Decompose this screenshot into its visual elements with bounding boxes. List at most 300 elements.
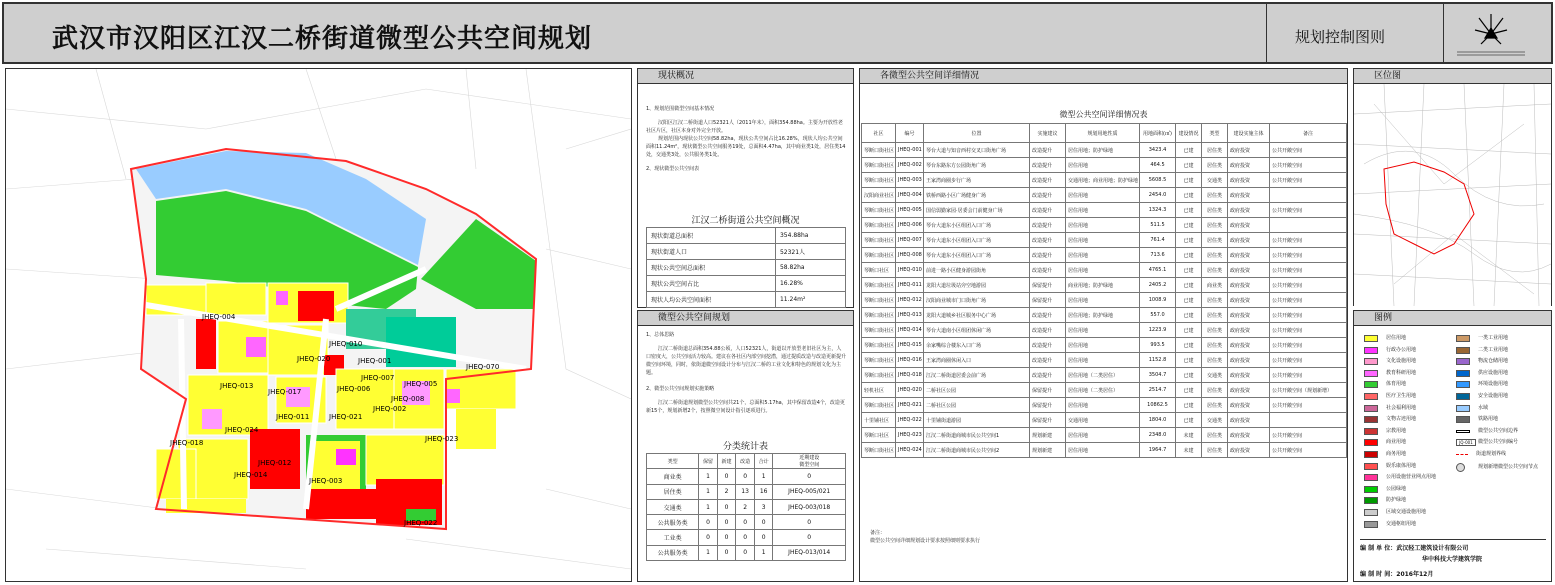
detail-cell: 557.0	[1140, 308, 1176, 323]
detail-row	[862, 383, 1347, 398]
detail-cell: 江汉二桥街道居委会前广场	[924, 368, 1030, 383]
detail-cell: 王家湾商圈步行广场	[924, 173, 1030, 188]
detail-cell: 政府投资	[1228, 188, 1270, 203]
detail-row	[862, 158, 1347, 173]
legend-swatch	[1456, 347, 1470, 354]
detail-cell: 公共开敞空间	[1270, 368, 1347, 383]
detail-cell: JHEQ-001	[896, 143, 924, 158]
legend-label: 规划新增微型公共空间节点	[1478, 463, 1539, 470]
detail-cell: 511.5	[1140, 218, 1176, 233]
detail-cell: 已建	[1176, 353, 1202, 368]
legend-item	[1364, 439, 1406, 446]
legend-label: 区域交通设施用地	[1386, 509, 1427, 515]
detail-cell: 改造提升	[1030, 368, 1066, 383]
detail-cell: 公共开敞空间	[1270, 338, 1347, 353]
detail-cell: 居住类	[1202, 143, 1228, 158]
detail-cell: 龙阳大道城乡社区服务中心广场	[924, 308, 1030, 323]
detail-cell: 居住用地	[1066, 338, 1140, 353]
legend-panel	[1353, 310, 1552, 582]
detail-row	[862, 428, 1347, 443]
plan-paragraph-1: 江汉二桥街道总面积354.88公顷，人口52321人，街道以开放型老旧社区为主，人口密度大，公共空间活力较高。建议在各社区内部空间挖潜，通过提质改造与改造更新提升微空间环境，同时，依街道微空间设计分布与江汉二桥的工业文化和特色的规划文化为主题。	[646, 346, 847, 376]
detail-cell: 居住用地	[1066, 428, 1140, 443]
detail-cell: 琴断口街社区	[862, 218, 896, 233]
detail-row	[862, 398, 1347, 413]
stat-cell: 公共服务类	[647, 515, 699, 530]
legend-item	[1364, 486, 1406, 493]
title-bar	[2, 2, 1553, 64]
summary-label: 现状街道人口	[647, 244, 776, 260]
map-label: JHEQ-001	[358, 357, 392, 365]
stat-cell: 1	[754, 469, 773, 484]
detail-cell: 交通用地；商业用地；防护绿地	[1066, 173, 1140, 188]
summary-value: 354.88ha	[775, 228, 845, 244]
detail-cell: 公共开敞空间	[1270, 233, 1347, 248]
map-label: JHEQ-003	[309, 477, 343, 485]
detail-cell: 居住用地	[1066, 293, 1140, 308]
detail-cell: JHEQ-007	[896, 233, 924, 248]
plan-panel	[637, 310, 854, 582]
legend-item	[1456, 428, 1518, 435]
legend-swatch	[1364, 509, 1378, 516]
detail-cell: 政府投资	[1228, 413, 1270, 428]
detail-cell: 铁桥西路小区广场健身广场	[924, 188, 1030, 203]
map-label: JHEQ-020	[297, 355, 331, 363]
detail-cell: JHEQ-006	[896, 218, 924, 233]
footer-org: 武汉轻工建筑设计有限公司	[1396, 545, 1469, 552]
legend-swatch	[1364, 347, 1378, 354]
detail-cell: 二桥社区公园	[924, 383, 1030, 398]
detail-cell: 改造提升	[1030, 353, 1066, 368]
detail-cell: 已建	[1176, 263, 1202, 278]
detail-cell: 保留提升	[1030, 293, 1066, 308]
detail-cell: 琴断口街社区	[862, 158, 896, 173]
stat-cell: 2	[736, 499, 755, 514]
legend-label: 公用设施营业网点用地	[1386, 474, 1437, 481]
detail-cell: 保留提升	[1030, 413, 1066, 428]
stat-row	[647, 499, 846, 514]
status-paragraph-2: 规划范围内现状公共空间58.82ha，现状公共空间占比16.28%，现状人均公共空间面积11.24m²，现状微型公共空间服务19处，总面积4.47ha，其中商业类1处，居住类14处，交通类3处，公共服务类1处。	[646, 136, 846, 158]
legend-swatch	[1364, 521, 1378, 528]
detail-cell: 交通类	[1202, 173, 1228, 188]
stat-cell: 交通类	[647, 499, 699, 514]
legend-label: 供应设施用地	[1478, 369, 1509, 376]
detail-cell: 政府投资	[1228, 218, 1270, 233]
detail-cell: 政府投资	[1228, 308, 1270, 323]
detail-cell: 琴断口街社区	[862, 353, 896, 368]
legend-item	[1456, 347, 1508, 354]
detail-cell: 保留提升	[1030, 383, 1066, 398]
detail-cell: 琴断口街社区	[862, 338, 896, 353]
detail-cell: 轻机社区	[862, 383, 896, 398]
legend-swatch	[1364, 497, 1378, 504]
detail-row	[862, 368, 1347, 383]
detail-cell: 居住类	[1202, 383, 1228, 398]
legend-item	[1364, 451, 1406, 458]
stat-cell: 0	[699, 530, 718, 545]
detail-cell: 已建	[1176, 278, 1202, 293]
detail-cell: 公共开敞空间	[1270, 263, 1347, 278]
detail-cell: JHEQ-022	[896, 413, 924, 428]
detail-cell: 居住用地（二类居住）	[1066, 383, 1140, 398]
detail-cell: 公共开敞空间	[1270, 143, 1347, 158]
detail-cell: 十里铺街道游园	[924, 413, 1030, 428]
legend-item	[1456, 393, 1508, 400]
legend-swatch	[1456, 381, 1470, 388]
legend-swatch	[1456, 393, 1470, 400]
legend-swatch	[1456, 454, 1468, 455]
detail-cell: 改造提升	[1030, 308, 1066, 323]
detail-cell: 居住用地（二类居住）	[1066, 368, 1140, 383]
legend-item	[1364, 521, 1416, 528]
detail-cell: 汉阳商业社区	[862, 188, 896, 203]
legend-swatch: JQ-001	[1456, 439, 1476, 446]
detail-cell: 居住类	[1202, 218, 1228, 233]
detail-cell: 政府投资	[1228, 323, 1270, 338]
detail-cell	[1270, 188, 1347, 203]
legend-swatch	[1456, 335, 1470, 342]
legend-swatch	[1364, 463, 1378, 470]
map-label: JHEQ-012	[258, 459, 292, 467]
detail-cell: 改造提升	[1030, 248, 1066, 263]
legend-item	[1364, 428, 1406, 435]
land-use-map	[6, 69, 631, 581]
detail-cell: 琴台东路东方公园街角广场	[924, 158, 1030, 173]
summary-label: 现状公共空间占比	[647, 276, 776, 292]
detail-table	[861, 123, 1347, 458]
legend-item	[1364, 509, 1426, 516]
legend-swatch	[1456, 430, 1470, 433]
detail-cell: 1152.8	[1140, 353, 1176, 368]
stat-cell: 0	[736, 545, 755, 560]
detail-row	[862, 248, 1347, 263]
detail-header-cell: 实施建议	[1030, 124, 1066, 143]
legend-label: 社会福利用地	[1386, 404, 1417, 411]
summary-value: 16.28%	[775, 276, 845, 292]
stat-header-cell: 近期建设 微型空间	[773, 454, 846, 469]
summary-label: 现状公共空间总面积	[647, 260, 776, 276]
detail-cell: 规划新建	[1030, 443, 1066, 458]
detail-cell: 993.5	[1140, 338, 1176, 353]
stat-cell: 0	[717, 499, 736, 514]
detail-cell: 3504.7	[1140, 368, 1176, 383]
legend-label: 宗教用地	[1386, 427, 1407, 434]
detail-header-cell: 位置	[924, 124, 1030, 143]
detail-cell: 琴台大道东小区组团入口广场	[924, 233, 1030, 248]
detail-cell: 居住类	[1202, 188, 1228, 203]
detail-cell: 713.6	[1140, 248, 1176, 263]
detail-cell: 公共开敞空间	[1270, 443, 1347, 458]
stat-cell: 0	[717, 515, 736, 530]
detail-row	[862, 443, 1347, 458]
map-label: JHEQ-022	[404, 519, 438, 527]
detail-cell: 公共开敞空间（规划新增）	[1270, 383, 1347, 398]
stat-row	[647, 469, 846, 484]
detail-header-cell: 社区	[862, 124, 896, 143]
detail-cell: 公共开敞空间	[1270, 278, 1347, 293]
stat-cell: 2	[717, 484, 736, 499]
detail-cell: 琴断口街社区	[862, 323, 896, 338]
legend-swatch	[1364, 451, 1378, 458]
detail-cell: 政府投资	[1228, 353, 1270, 368]
detail-row	[862, 218, 1347, 233]
legend-item	[1364, 393, 1416, 400]
footer-org-label: 编 制 单 位：	[1360, 545, 1397, 552]
stat-header-cell: 保留	[699, 454, 718, 469]
map-label: JHEQ-011	[276, 413, 310, 421]
stat-cell: 0	[736, 469, 755, 484]
legend-item	[1364, 463, 1416, 470]
detail-header: 各微型公共空间详细情况	[860, 69, 1347, 84]
legend-item	[1456, 416, 1498, 423]
detail-cell: 已建	[1176, 293, 1202, 308]
stat-cell: 1	[699, 545, 718, 560]
status-heading-2: 2、现状微型公共空间表	[646, 166, 700, 172]
legend-item	[1364, 497, 1406, 504]
legend-item	[1364, 358, 1416, 365]
stat-table	[646, 453, 846, 561]
summary-row	[647, 228, 846, 244]
stat-header-cell: 改造	[736, 454, 755, 469]
detail-cell: 居住类	[1202, 338, 1228, 353]
legend-label: 铁路用地	[1478, 416, 1499, 423]
detail-cell: 公共开敞空间	[1270, 428, 1347, 443]
legend-label: 行政办公用地	[1386, 346, 1417, 353]
detail-cell: 政府投资	[1228, 248, 1270, 263]
stat-cell: 0	[717, 545, 736, 560]
detail-cell: 已建	[1176, 203, 1202, 218]
legend-swatch	[1364, 428, 1378, 435]
legend-swatch	[1456, 463, 1465, 472]
detail-cell: 已建	[1176, 188, 1202, 203]
detail-cell: 2454.0	[1140, 188, 1176, 203]
detail-header-cell: 建设情况	[1176, 124, 1202, 143]
plan-paragraph-2: 江汉二桥街道规划微型公共空间共21个，总面积5.17ha，其中保留改造4个，改造更新15个，规划新增2个，按照微空间设计指引逐项进行。	[646, 400, 845, 414]
detail-cell: 改造提升	[1030, 188, 1066, 203]
detail-cell: 商业类	[1202, 278, 1228, 293]
stat-cell: 3	[754, 499, 773, 514]
legend-label: 商务用地	[1386, 451, 1407, 457]
stat-cell: 1	[699, 484, 718, 499]
detail-cell: JHEQ-014	[896, 323, 924, 338]
detail-header-cell: 类型	[1202, 124, 1228, 143]
detail-cell: 改造提升	[1030, 338, 1066, 353]
detail-cell: 居住用地	[1066, 248, 1140, 263]
detail-cell: 政府投资	[1228, 278, 1270, 293]
drawing-type-box	[1266, 4, 1444, 62]
legend-header: 图例	[1354, 311, 1551, 326]
location-header: 区位图	[1354, 69, 1551, 84]
legend-label: 防护绿地	[1386, 497, 1407, 504]
detail-cell: JHEQ-005	[896, 203, 924, 218]
status-panel	[637, 68, 854, 308]
legend-item	[1456, 381, 1508, 388]
detail-cell: 居住类	[1202, 293, 1228, 308]
detail-cell: 政府投资	[1228, 293, 1270, 308]
detail-cell: 琴台大道东小区组团入口广场	[924, 248, 1030, 263]
detail-header-row	[862, 124, 1347, 143]
legend-swatch	[1364, 405, 1378, 412]
detail-row	[862, 353, 1347, 368]
map-label: JHEQ-013	[220, 382, 254, 390]
detail-row	[862, 143, 1347, 158]
summary-table-title: 江汉二桥街道公共空间概况	[691, 216, 800, 226]
legend-item	[1456, 335, 1508, 342]
legend-label: 二类工业用地	[1478, 346, 1509, 353]
stat-row	[647, 530, 846, 545]
detail-cell: 居住类	[1202, 233, 1228, 248]
detail-cell: 已建	[1176, 173, 1202, 188]
stat-row	[647, 484, 846, 499]
summary-row	[647, 260, 846, 276]
legend-label: 公园绿地	[1386, 485, 1407, 492]
map-label: JHEQ-004	[202, 313, 236, 321]
detail-cell: 政府投资	[1228, 263, 1270, 278]
detail-cell: 居住用地；防护绿地	[1066, 308, 1140, 323]
detail-cell: JHEQ-013	[896, 308, 924, 323]
notes-label: 备注：	[870, 530, 886, 536]
legend-label: 物流仓储用地	[1478, 358, 1509, 365]
plan-heading-2: 2、微型公共空间规划实施策略	[646, 386, 715, 392]
plan-header: 微型公共空间规划	[638, 311, 853, 326]
detail-cell: 公共开敞空间	[1270, 398, 1347, 413]
detail-cell: 公共开敞空间	[1270, 323, 1347, 338]
detail-cell: JHEQ-012	[896, 293, 924, 308]
detail-cell: 居住类	[1202, 158, 1228, 173]
detail-cell: 公共开敞空间	[1270, 173, 1347, 188]
detail-cell: 2405.2	[1140, 278, 1176, 293]
detail-cell: 十里铺社区	[862, 413, 896, 428]
stat-cell: 居住类	[647, 484, 699, 499]
stat-header-cell: 合计	[754, 454, 773, 469]
detail-cell: 琴断口社区	[862, 428, 896, 443]
detail-cell: 商业用地；防护绿地	[1066, 278, 1140, 293]
location-panel	[1353, 68, 1552, 306]
page-title: 武汉市汉阳区江汉二桥街道微型公共空间规划	[52, 24, 593, 54]
footer-date-label: 编 制 时 间：	[1360, 571, 1397, 578]
detail-cell: 琴断口街社区	[862, 173, 896, 188]
stat-row	[647, 545, 846, 560]
legend-item	[1364, 405, 1416, 412]
detail-cell: 政府投资	[1228, 338, 1270, 353]
stat-cell: 1	[754, 545, 773, 560]
detail-cell: 琴断口街社区	[862, 203, 896, 218]
stat-cell: 工业类	[647, 530, 699, 545]
detail-row	[862, 323, 1347, 338]
map-label: JHEQ-005	[404, 380, 438, 388]
institution-logo-icon	[1449, 8, 1533, 60]
stat-cell: 0	[754, 515, 773, 530]
legend-label: 医疗卫生用地	[1386, 393, 1417, 399]
detail-cell: 未建	[1176, 443, 1202, 458]
detail-cell: 居住类	[1202, 263, 1228, 278]
detail-cell: 1324.3	[1140, 203, 1176, 218]
legend-swatch	[1364, 416, 1378, 423]
map-label: JHEQ-021	[329, 413, 363, 421]
detail-cell: 政府投资	[1228, 233, 1270, 248]
detail-cell: 已建	[1176, 143, 1202, 158]
detail-cell: 1223.9	[1140, 323, 1176, 338]
detail-cell: 10862.5	[1140, 398, 1176, 413]
drawing-type-label: 规划控制图则	[1295, 28, 1386, 46]
detail-cell: 改造提升	[1030, 263, 1066, 278]
detail-cell: JHEQ-003	[896, 173, 924, 188]
legend-swatch	[1364, 439, 1378, 446]
summary-row	[647, 292, 846, 308]
detail-cell: 公共开敞空间	[1270, 353, 1347, 368]
detail-cell: 改造提升	[1030, 143, 1066, 158]
map-label: JHEQ-010	[329, 340, 363, 348]
detail-cell: 江汉二桥街道商城市民公共空间2	[924, 443, 1030, 458]
stat-cell: 0	[717, 530, 736, 545]
detail-cell: JHEQ-011	[896, 278, 924, 293]
stat-cell: 13	[736, 484, 755, 499]
detail-cell: 已建	[1176, 323, 1202, 338]
detail-cell	[1270, 218, 1347, 233]
detail-cell: JHEQ-024	[896, 443, 924, 458]
detail-cell: 交通类	[1202, 413, 1228, 428]
legend-item	[1456, 463, 1538, 472]
detail-cell: 琴台大道东小区组团入口广场	[924, 218, 1030, 233]
stat-cell: 0	[773, 469, 846, 484]
footer-date: 2016年12月	[1396, 571, 1434, 578]
map-label: JHEQ-002	[373, 405, 407, 413]
summary-label: 现状街道总面积	[647, 228, 776, 244]
legend-label: 街道规划界线	[1476, 451, 1507, 457]
detail-cell: 交通类	[1202, 368, 1228, 383]
stat-cell: 1	[699, 469, 718, 484]
detail-cell: 琴断口街社区	[862, 398, 896, 413]
stat-cell: 0	[773, 530, 846, 545]
legend-label: 体育用地	[1386, 381, 1407, 388]
detail-cell: 政府投资	[1228, 368, 1270, 383]
map-label: JHEQ-024	[225, 426, 259, 434]
detail-cell: 政府投资	[1228, 383, 1270, 398]
detail-cell: 已建	[1176, 218, 1202, 233]
summary-value: 58.82ha	[775, 260, 845, 276]
detail-cell: 改造提升	[1030, 323, 1066, 338]
legend-label: 环境设施用地	[1478, 381, 1509, 388]
status-paragraph-1: 汉阳区江汉二桥街道人口52321人（2011年末），面积354.88ha。主要为开放性老社区片区，社区本身对外完全开放。	[646, 120, 843, 134]
detail-row	[862, 173, 1347, 188]
stat-cell: 0	[736, 515, 755, 530]
detail-cell: 已建	[1176, 398, 1202, 413]
legend-label: 商业用地	[1386, 439, 1407, 446]
detail-cell: 王家湾商圈休闲入口	[924, 353, 1030, 368]
stat-cell: JHEQ-013/014	[773, 545, 846, 560]
detail-cell: 2514.7	[1140, 383, 1176, 398]
detail-row	[862, 413, 1347, 428]
detail-cell: 464.5	[1140, 158, 1176, 173]
detail-cell: 政府投资	[1228, 203, 1270, 218]
legend-swatch	[1364, 393, 1378, 400]
legend-label: 水域	[1478, 404, 1489, 411]
legend-item	[1364, 381, 1406, 388]
detail-cell: 居住用地	[1066, 443, 1140, 458]
plan-heading-1: 1、总体思路	[646, 332, 675, 338]
detail-cell: 琴台大道与知音西村交叉口街角广场	[924, 143, 1030, 158]
detail-cell: 1804.0	[1140, 413, 1176, 428]
map-panel	[5, 68, 632, 582]
map-label: JHEQ-018	[170, 439, 204, 447]
detail-header-cell: 规划用地性质	[1066, 124, 1140, 143]
detail-cell: 政府投资	[1228, 398, 1270, 413]
summary-label: 现状人均公共空间面积	[647, 292, 776, 308]
detail-cell: 居住用地	[1066, 203, 1140, 218]
detail-cell: JHEQ-010	[896, 263, 924, 278]
detail-cell: 政府投资	[1228, 143, 1270, 158]
detail-cell: 琴断口街社区	[862, 233, 896, 248]
legend-swatch	[1364, 370, 1378, 377]
